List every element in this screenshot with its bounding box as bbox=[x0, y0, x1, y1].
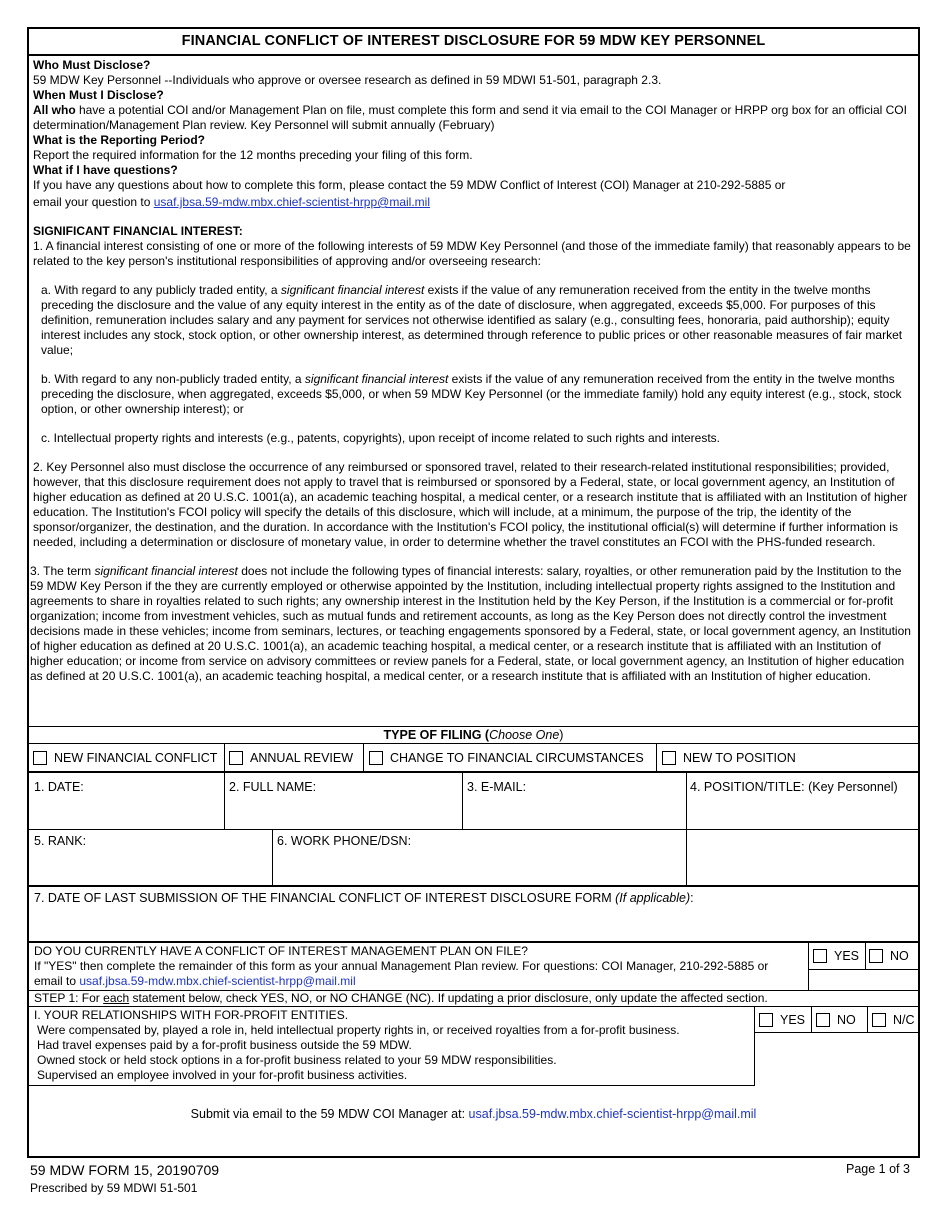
sfi-b-pre: b. With regard to any non-publicly traded entity, a bbox=[41, 372, 305, 386]
intro-section bbox=[29, 56, 918, 684]
checkbox-new-to-position[interactable] bbox=[662, 751, 676, 765]
hrpp-email-link[interactable]: usaf.jbsa.59-mdw.mbx.chief-scientist-hrpp@mail.mil bbox=[153, 195, 431, 209]
option-new-financial-conflict[interactable] bbox=[33, 747, 217, 769]
answer-when-bold: All who bbox=[33, 103, 76, 117]
work-phone-field[interactable]: 6. WORK PHONE/DSN: bbox=[277, 834, 412, 848]
last-submission-field[interactable] bbox=[34, 891, 694, 905]
answer-when-text: have a potential COI and/or Management Plan on file, must complete this form and send it via email to the COI Manager or HRPP org box for an official COI determination/Management Plan review. Key Personnel will submit annually (February) bbox=[33, 103, 907, 132]
question-when: When Must I Disclose? bbox=[33, 88, 164, 102]
sfi-b-em: significant financial interest bbox=[304, 372, 449, 386]
option-label: ANNUAL REVIEW bbox=[250, 751, 354, 765]
checkbox-new-financial-conflict[interactable] bbox=[33, 751, 47, 765]
answer-period: Report the required information for the 12 months preceding your filing of this form. bbox=[33, 148, 473, 162]
sfi-b-post: exists if the value of any remuneration received from the entity in the twelve months preceding the disclosure, when aggregated, exceeds $5,000, or when 59 MDW Key Personnel (or the immediate family) hold any equity interest (e.g., stock, stock option, or other ownership interest); or bbox=[41, 372, 902, 416]
rank-field[interactable]: 5. RANK: bbox=[34, 834, 87, 848]
filing-heading-end: ) bbox=[559, 728, 564, 742]
plan-email-line bbox=[34, 974, 809, 989]
sfi-3-post: does not include the following types of financial interests: salary, royalties, or other remuneration paid by the Institution to the 59 MDW Key Person if the they are currently employed or otherwise appointed by the Institution, including intellectual property rights assigned to the Institution and agreements to share in royalties related to such rights; any ownership interest in the Institution held by the Key Person, if the Institution is a commercial or for-profit organization; income from investment vehicles, such as mutual funds and retirement accounts, as long as the Key Person does not directly control the investment decisions made in these vehicles; income from seminars, lectures, or teaching engagements sponsored by a Federal, state, or local government agency, an Institution of higher education as defined at 20 U.S.C. 1001(a), an academic teaching hospital, a medical center, or a research institute that is affiliated with an Institution of higher education; or income from service on advisory committees or review panels for a Federal, state, or local government agency, an Institution of higher education as defined at 20 U.S.C. 1001(a), an academic teaching hospital, a medical center, or a research institute that is affiliated with an Institution of higher education. bbox=[30, 564, 911, 683]
sfi-3-pre: 3. The term bbox=[30, 564, 95, 578]
step-1-underline: each bbox=[103, 991, 130, 1005]
section-1-item: Owned stock or held stock options in a for-profit business related to your 59 MDW responsibilities. bbox=[37, 1053, 557, 1067]
question-who: Who Must Disclose? bbox=[33, 58, 151, 72]
plan-yes-option[interactable] bbox=[813, 947, 859, 965]
question-period: What is the Reporting Period? bbox=[33, 133, 206, 147]
option-label: CHANGE TO FINANCIAL CIRCUMSTANCES bbox=[390, 751, 644, 765]
submit-instructions bbox=[29, 1107, 918, 1121]
submit-email-link[interactable]: usaf.jbsa.59-mdw.mbx.chief-scientist-hrpp@mail.mil bbox=[468, 1107, 757, 1121]
sfi-a-pre: a. With regard to any publicly traded entity, a bbox=[41, 283, 281, 297]
form-title: FINANCIAL CONFLICT OF INTEREST DISCLOSURE FOR 59 MDW KEY PERSONNEL bbox=[29, 29, 918, 56]
email-lead: email your question to bbox=[33, 195, 154, 209]
section-1-item: Supervised an employee involved in your for-profit business activities. bbox=[37, 1068, 408, 1082]
sfi-paragraph-a bbox=[33, 283, 914, 358]
option-label: NEW FINANCIAL CONFLICT bbox=[54, 751, 218, 765]
sfi-paragraph-3 bbox=[30, 564, 914, 684]
section-1-item: Had travel expenses paid by a for-profit business outside the 59 MDW. bbox=[37, 1038, 412, 1052]
sfi-heading: SIGNIFICANT FINANCIAL INTEREST: bbox=[33, 224, 243, 238]
option-annual-review[interactable] bbox=[229, 747, 353, 769]
sfi-3-em: significant financial interest bbox=[94, 564, 238, 578]
prescribed-by: Prescribed by 59 MDWI 51-501 bbox=[30, 1181, 198, 1195]
management-plan-question bbox=[34, 944, 809, 989]
option-new-to-position[interactable] bbox=[662, 747, 796, 769]
checkbox-change-financial[interactable] bbox=[369, 751, 383, 765]
checkbox-annual-review[interactable] bbox=[229, 751, 243, 765]
sfi-a-em: significant financial interest bbox=[280, 283, 425, 297]
step-1-pre: STEP 1: For bbox=[34, 991, 104, 1005]
submit-text: Submit via email to the 59 MDW COI Manager at: bbox=[190, 1107, 469, 1121]
step-1-post: statement below, check YES, NO, or NO CHANGE (NC). If updating a prior disclosure, only update the affected section. bbox=[129, 991, 768, 1005]
sfi-a-post: exists if the value of any remuneration received from the entity in the twelve months preceding the disclosure and the value of any equity interest in the entity as of the date of disclosure, when aggregated, exceeds $5,000. For purposes of this definition, remuneration includes salary and any payment for services not otherwise identified as salary (e.g., consulting fees, honoraria, paid authorship); equity interest includes any stock, stock option, or other ownership interest, as determined through reference to public prices or other reasonable measures of fair market value; bbox=[41, 283, 903, 357]
section-1-no-option[interactable] bbox=[816, 1011, 856, 1029]
checkbox-section-1-yes[interactable] bbox=[759, 1013, 773, 1027]
step-1-instructions bbox=[34, 991, 768, 1006]
email-field[interactable]: 3. E-MAIL: bbox=[467, 780, 527, 794]
sfi-paragraph-1: 1. A financial interest consisting of one or more of the following interests of 59 MDW Key Personnel (and those of the immediate family) that reasonably appears to be related to the key person's institutional responsibilities of approving and/or overseeing research: bbox=[33, 239, 911, 268]
checkbox-plan-no[interactable] bbox=[869, 949, 883, 963]
sfi-paragraph-c: c. Intellectual property rights and interests (e.g., patents, copyrights), upon receipt of income related to such rights and interests. bbox=[41, 431, 721, 445]
checkbox-plan-yes[interactable] bbox=[813, 949, 827, 963]
plan-no-option[interactable] bbox=[869, 947, 909, 965]
checkbox-section-1-no[interactable] bbox=[816, 1013, 830, 1027]
section-1-yes-option[interactable] bbox=[759, 1011, 805, 1029]
form-number: 59 MDW FORM 15, 20190709 bbox=[30, 1162, 220, 1178]
checkbox-section-1-nc[interactable] bbox=[872, 1013, 886, 1027]
answer-help: If you have any questions about how to complete this form, please contact the 59 MDW Conflict of Interest (COI) Manager at 210-292-5885 or bbox=[33, 178, 786, 192]
position-title-field[interactable]: 4. POSITION/TITLE: (Key Personnel) bbox=[690, 780, 898, 794]
answer-help-email-line bbox=[33, 195, 914, 210]
plan-email-lead: email to bbox=[34, 974, 80, 988]
plan-yes-label: YES bbox=[834, 949, 860, 963]
filing-type-heading bbox=[29, 727, 918, 743]
section-1-item: Were compensated by, played a role in, held intellectual property rights in, or received royalties from a for-profit business. bbox=[37, 1023, 680, 1037]
section-1-heading: I. YOUR RELATIONSHIPS WITH FOR-PROFIT ENTITIES. bbox=[34, 1008, 349, 1022]
option-change-financial[interactable] bbox=[369, 747, 644, 769]
section-1-nc-option[interactable] bbox=[872, 1011, 915, 1029]
plan-no-label: NO bbox=[890, 949, 909, 963]
answer-when bbox=[33, 103, 914, 133]
filing-heading-bold: TYPE OF FILING ( bbox=[383, 728, 490, 742]
option-label: NEW TO POSITION bbox=[683, 751, 796, 765]
answer-who: 59 MDW Key Personnel --Individuals who approve or oversee research as defined in 59 MDWI 51-501, paragraph 2.3. bbox=[33, 73, 662, 87]
disclosure-form bbox=[27, 27, 920, 1158]
section-1-no-label: NO bbox=[837, 1013, 856, 1027]
section-1-yes-label: YES bbox=[780, 1013, 806, 1027]
section-1-nc-label: N/C bbox=[893, 1013, 915, 1027]
last-submission-end: : bbox=[690, 891, 694, 905]
sfi-paragraph-2: 2. Key Personnel also must disclose the occurrence of any reimbursed or sponsored travel, related to their research-related institutional responsibilities; provided, however, that this disclosure requirement does not apply to travel that is reimbursed or sponsored by a Federal, state, or local government agency, an Institution of higher education as defined at 20 U.S.C. 1001(a), an academic teaching hospital, a medical center, or a research institute that is affiliated with an Institution of higher education. The Institution's FCOI policy will specify the details of this disclosure, which will include, at a minimum, the purpose of the trip, the identity of the sponsor/organizer, the destination, and the duration. In accordance with the Institution's FCOI policy, the institutional official(s) will determine if further information is needed, including a determination or disclosure of monetary value, in order to determine whether the travel constitutes an FCOI with the PHS-funded research. bbox=[33, 460, 908, 549]
date-field[interactable]: 1. DATE: bbox=[34, 780, 84, 794]
plan-note-text: If "YES" then complete the remainder of this form as your annual Management Plan review. For questions: COI Manager, 210-292-5885 or bbox=[34, 959, 769, 973]
question-help: What if I have questions? bbox=[33, 163, 178, 177]
full-name-field[interactable]: 2. FULL NAME: bbox=[229, 780, 317, 794]
plan-email-link[interactable]: usaf.jbsa.59-mdw.mbx.chief-scientist-hrpp@mail.mil bbox=[79, 974, 356, 988]
plan-question-text: DO YOU CURRENTLY HAVE A CONFLICT OF INTEREST MANAGEMENT PLAN ON FILE? bbox=[34, 944, 528, 958]
sfi-paragraph-b bbox=[33, 372, 914, 417]
filing-heading-em: Choose One bbox=[489, 728, 560, 742]
page-number: Page 1 of 3 bbox=[846, 1162, 910, 1176]
last-submission-label: 7. DATE OF LAST SUBMISSION OF THE FINANCIAL CONFLICT OF INTEREST DISCLOSURE FORM bbox=[34, 891, 616, 905]
last-submission-em: (If applicable) bbox=[615, 891, 691, 905]
section-1-block bbox=[34, 1008, 680, 1083]
